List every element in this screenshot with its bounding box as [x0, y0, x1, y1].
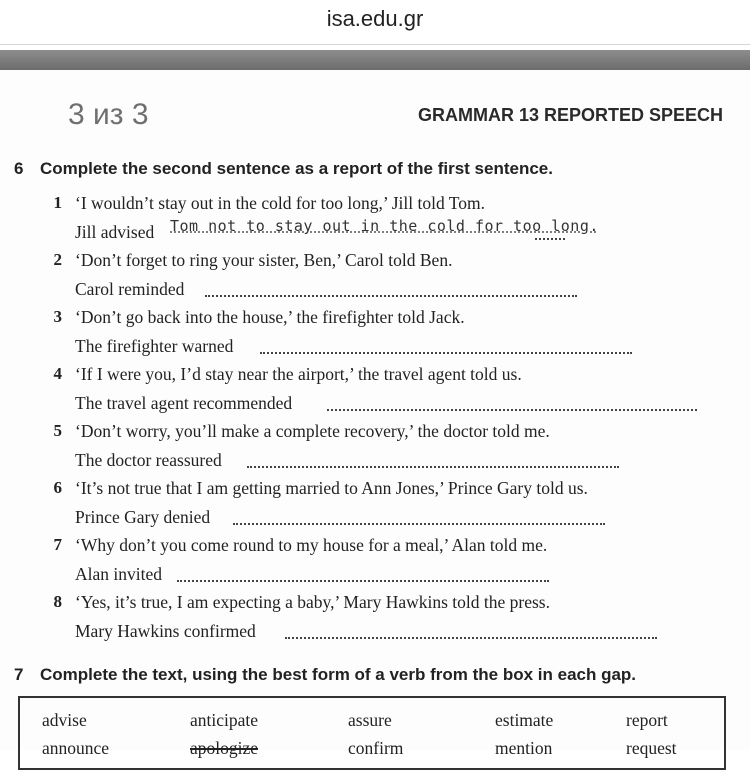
- answer-blank[interactable]: [327, 409, 697, 411]
- page-counter: 3 из 3: [68, 98, 149, 131]
- answer-blank[interactable]: [205, 295, 577, 297]
- item-quote: ‘I wouldn’t stay out in the cold for too long,’ Jill told Tom.: [75, 193, 485, 213]
- box-word: mention: [495, 738, 553, 758]
- item-number: 4: [53, 364, 62, 383]
- item-stem: The firefighter warned: [75, 336, 234, 356]
- exercise-6-number: 6: [14, 159, 24, 178]
- item-stem: Alan invited: [75, 564, 162, 584]
- exercise-item: [0, 535, 750, 591]
- answer-blank[interactable]: [247, 466, 619, 468]
- item-number: 1: [53, 193, 62, 212]
- exercise-item: [0, 193, 750, 249]
- exercise-7-number: 7: [14, 665, 24, 684]
- item-stem: Prince Gary denied: [75, 507, 211, 527]
- item-stem: The travel agent recommended: [75, 393, 293, 413]
- handwritten-answer: Tom not to stay out in the cold for too long.: [170, 217, 599, 235]
- item-stem: The doctor reassured: [75, 450, 222, 470]
- item-quote: ‘Don’t worry, you’ll make a complete recovery,’ the doctor told me.: [75, 421, 550, 441]
- answer-blank[interactable]: [177, 580, 549, 582]
- box-word: report: [626, 710, 668, 730]
- item-quote: ‘It’s not true that I am getting married to Ann Jones,’ Prince Gary told us.: [75, 478, 588, 498]
- page-header: GRAMMAR 13 REPORTED SPEECH: [417, 105, 723, 125]
- item-number: 7: [53, 535, 62, 554]
- answer-blank[interactable]: [260, 352, 632, 354]
- item-number: 2: [53, 250, 62, 269]
- exercise-item: [0, 592, 750, 648]
- box-word: anticipate: [190, 710, 259, 730]
- box-word: announce: [42, 738, 110, 758]
- item-stem: Jill advised: [75, 222, 155, 242]
- exercise-item: [0, 421, 750, 477]
- item-number: 3: [53, 307, 62, 326]
- item-quote: ‘Why don’t you come round to my house for a meal,’ Alan told me.: [75, 535, 548, 555]
- answer-blank[interactable]: [535, 238, 565, 240]
- exercise-item: [0, 364, 750, 420]
- box-word: confirm: [348, 738, 404, 758]
- item-stem: Carol reminded: [75, 279, 185, 299]
- verb-word-box: [18, 696, 726, 770]
- item-quote: ‘Don’t go back into the house,’ the firefighter told Jack.: [75, 307, 465, 327]
- exercise-item: [0, 307, 750, 363]
- url-text[interactable]: isa.edu.gr: [326, 6, 424, 31]
- answer-blank[interactable]: [285, 637, 657, 639]
- exercise-item: [0, 250, 750, 306]
- item-stem: Mary Hawkins confirmed: [75, 621, 256, 641]
- box-word: estimate: [495, 710, 554, 730]
- box-word-crossed-out: apologize: [190, 738, 259, 758]
- item-quote: ‘Don’t forget to ring your sister, Ben,’ Carol told Ben.: [75, 250, 453, 270]
- answer-blank[interactable]: [233, 523, 605, 525]
- exercise-6-title: Complete the second sentence as a report of the first sentence.: [40, 159, 553, 178]
- box-word: assure: [348, 710, 392, 730]
- browser-url-bar[interactable]: [0, 0, 750, 45]
- exercise-7-title: Complete the text, using the best form of a verb from the box in each gap.: [40, 665, 637, 684]
- item-number: 8: [53, 592, 62, 611]
- item-quote: ‘Yes, it’s true, I am expecting a baby,’ Mary Hawkins told the press.: [75, 592, 550, 612]
- box-word: request: [626, 738, 677, 758]
- item-quote: ‘If I were you, I’d stay near the airport,’ the travel agent told us.: [75, 364, 522, 384]
- browser-toolbar-strip: [0, 50, 750, 70]
- item-number: 5: [53, 421, 62, 440]
- box-word: advise: [42, 710, 87, 730]
- item-number: 6: [53, 478, 62, 497]
- exercise-item: [0, 478, 750, 534]
